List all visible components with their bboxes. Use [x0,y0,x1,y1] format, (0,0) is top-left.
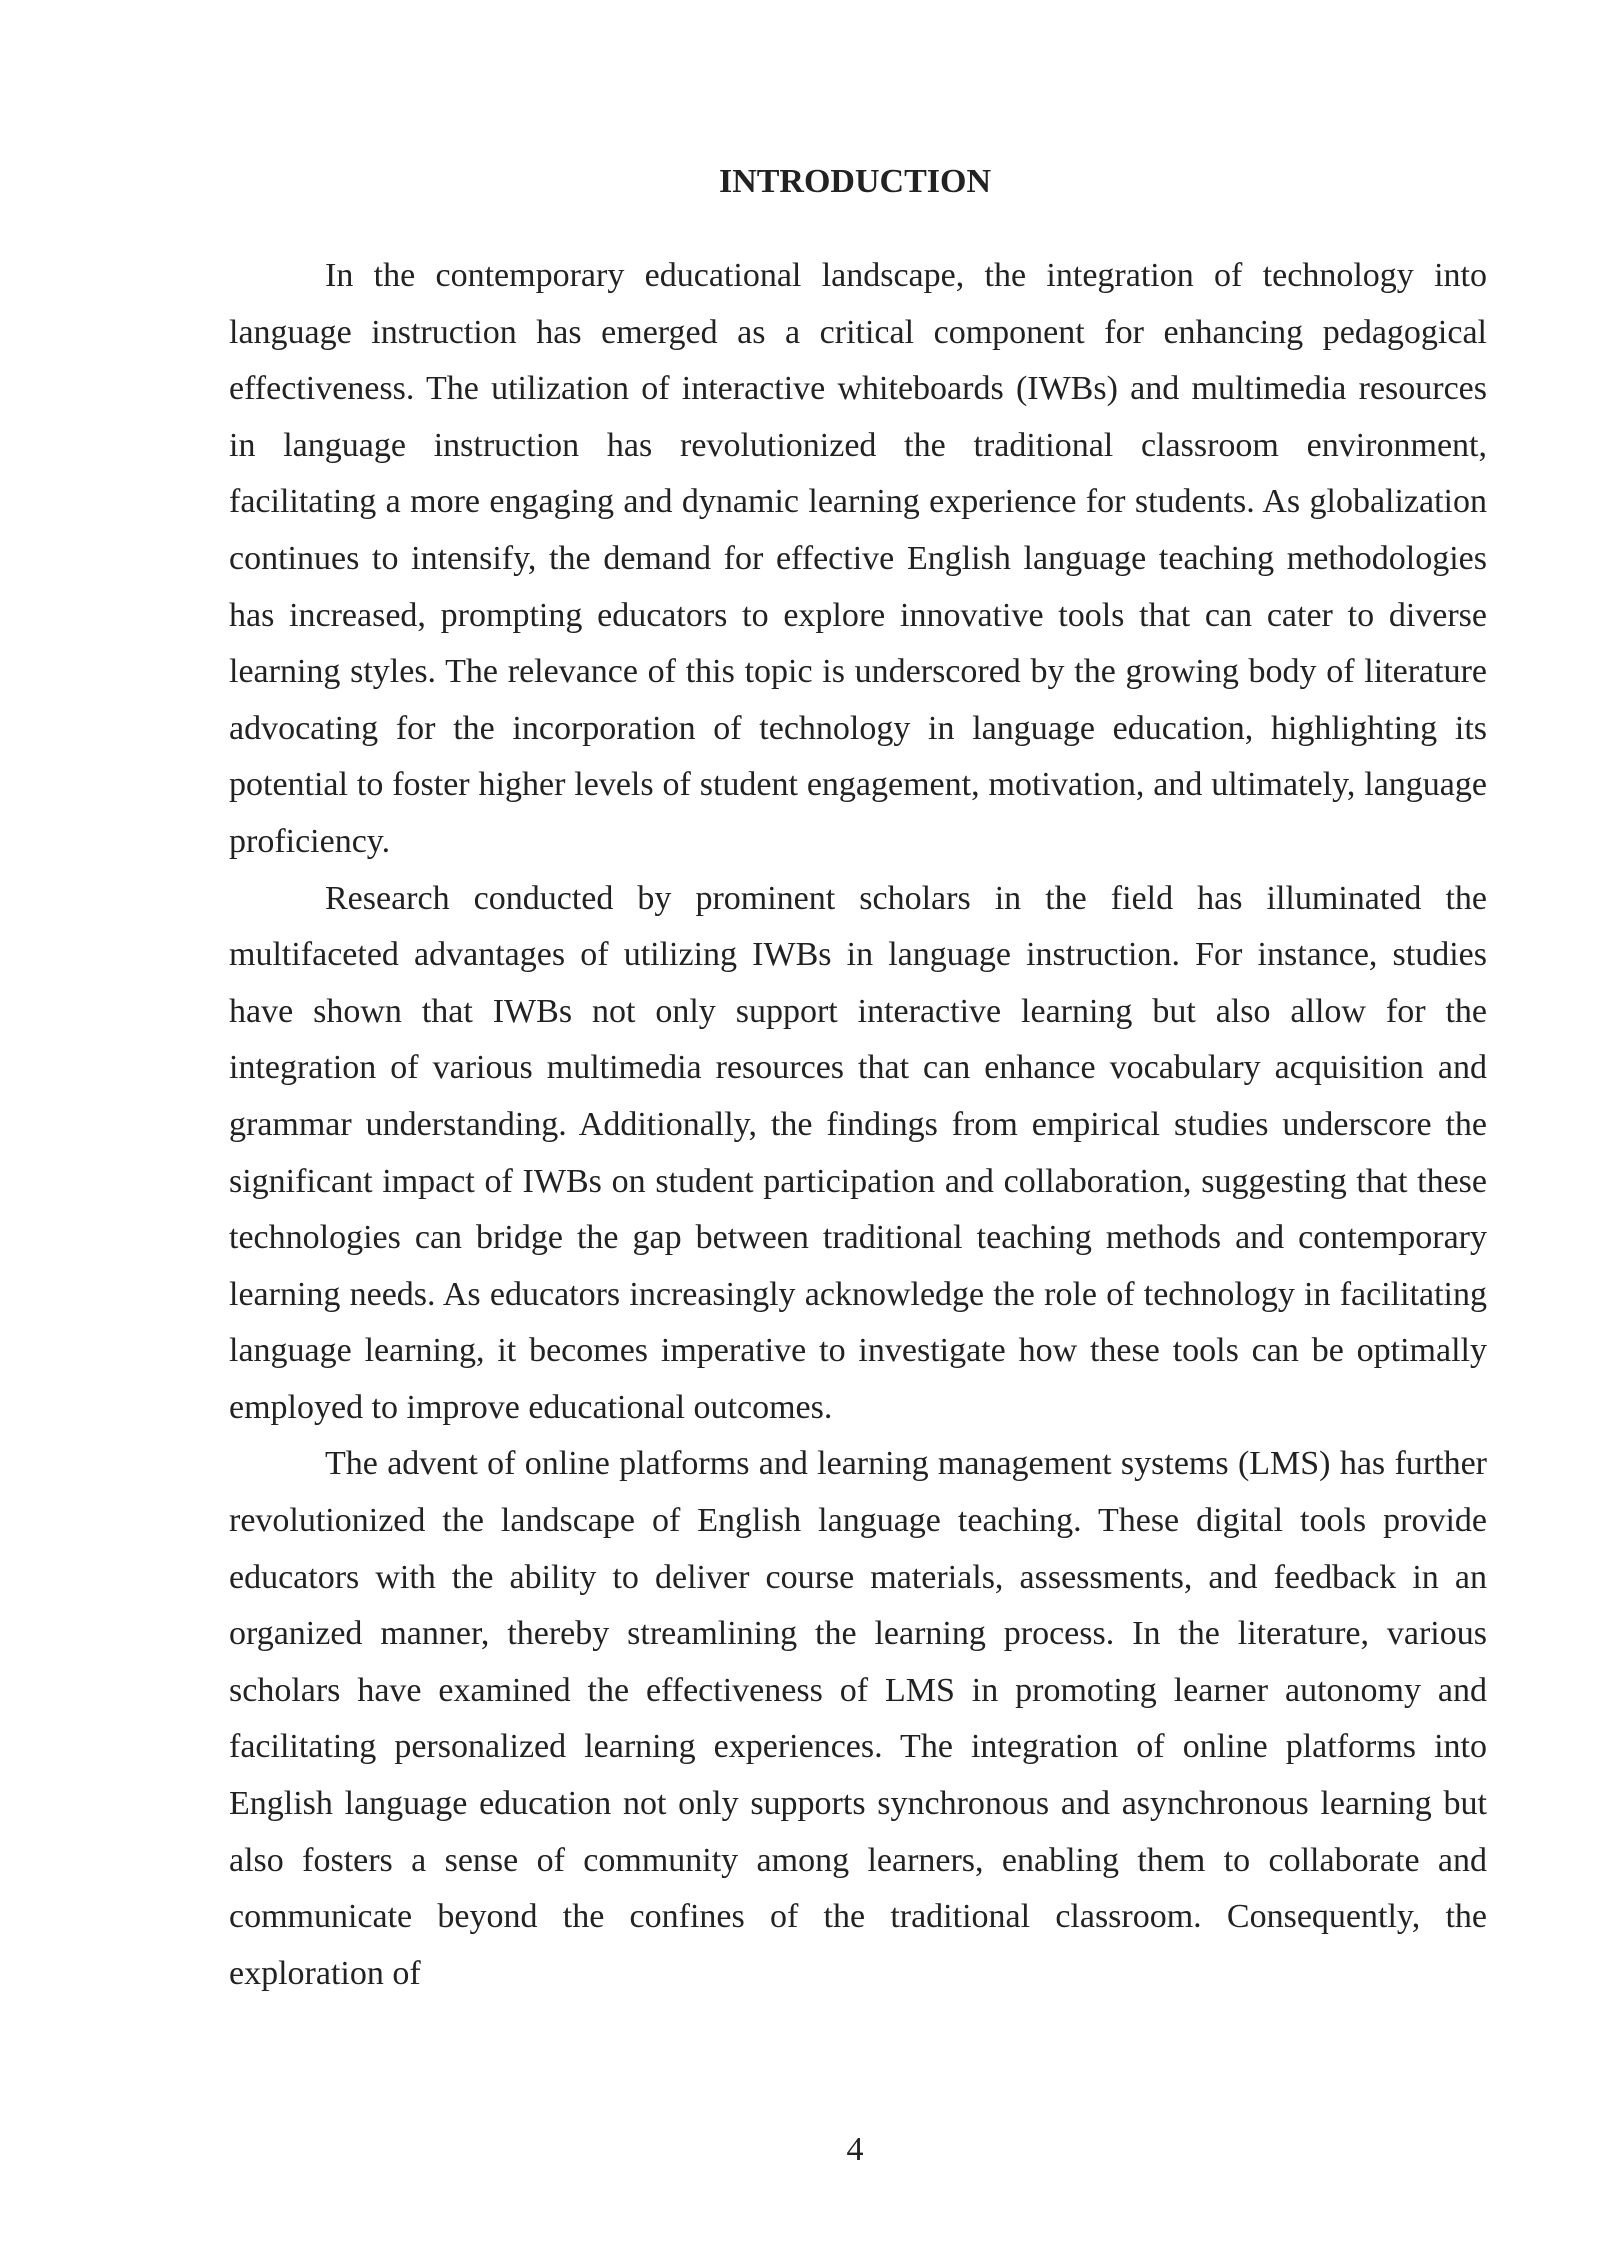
paragraph-1: In the contemporary educational landscape, the integration of technology into language instruction has emerged as a critical component for enhancing pedagogical effectiveness. The utilization of interactive whiteboards (IWBs) and multimedia resources in language instruction has revolutionized the traditional classroom environment, facilitating a more engaging and dynamic learning experience for students. As globalization continues to intensify, the demand for effective English language teaching methodologies has increased, prompting educators to explore innovative tools that can cater to diverse learning styles. The relevance of this topic is underscored by the growing body of literature advocating for the incorporation of technology in language education, highlighting its potential to foster higher levels of student engagement, motivation, and ultimately, language proficiency. [229,257,1487,860]
page-number: 4 [846,2131,864,2168]
body-text [229,248,1487,2002]
paragraph-2: Research conducted by prominent scholars in the field has illuminated the multifaceted advantages of utilizing IWBs in language instruction. For instance, studies have shown that IWBs not only support interactive learning but also allow for the integration of various multimedia resources that can enhance vocabulary acquisition and grammar understanding. Additionally, the findings from empirical studies underscore the significant impact of IWBs on student participation and collaboration, suggesting that these technologies can bridge the gap between traditional teaching methods and contemporary learning needs. As educators increasingly acknowledge the role of technology in facilitating language learning, it becomes imperative to investigate how these tools can be optimally employed to improve educational outcomes. [229,879,1487,1426]
paragraph-3: The advent of online platforms and learning management systems (LMS) has further revolutionized the landscape of English language teaching. These digital tools provide educators with the ability to deliver course materials, assessments, and feedback in an organized manner, thereby streamlining the learning process. In the literature, various scholars have examined the effectiveness of LMS in promoting learner autonomy and facilitating personalized learning experiences. The integration of online platforms into English language education not only supports synchronous and asynchronous learning but also fosters a sense of community among learners, enabling them to collaborate and communicate beyond the confines of the traditional classroom. Consequently, the exploration of [229,1445,1487,1992]
section-heading: INTRODUCTION [718,163,992,200]
